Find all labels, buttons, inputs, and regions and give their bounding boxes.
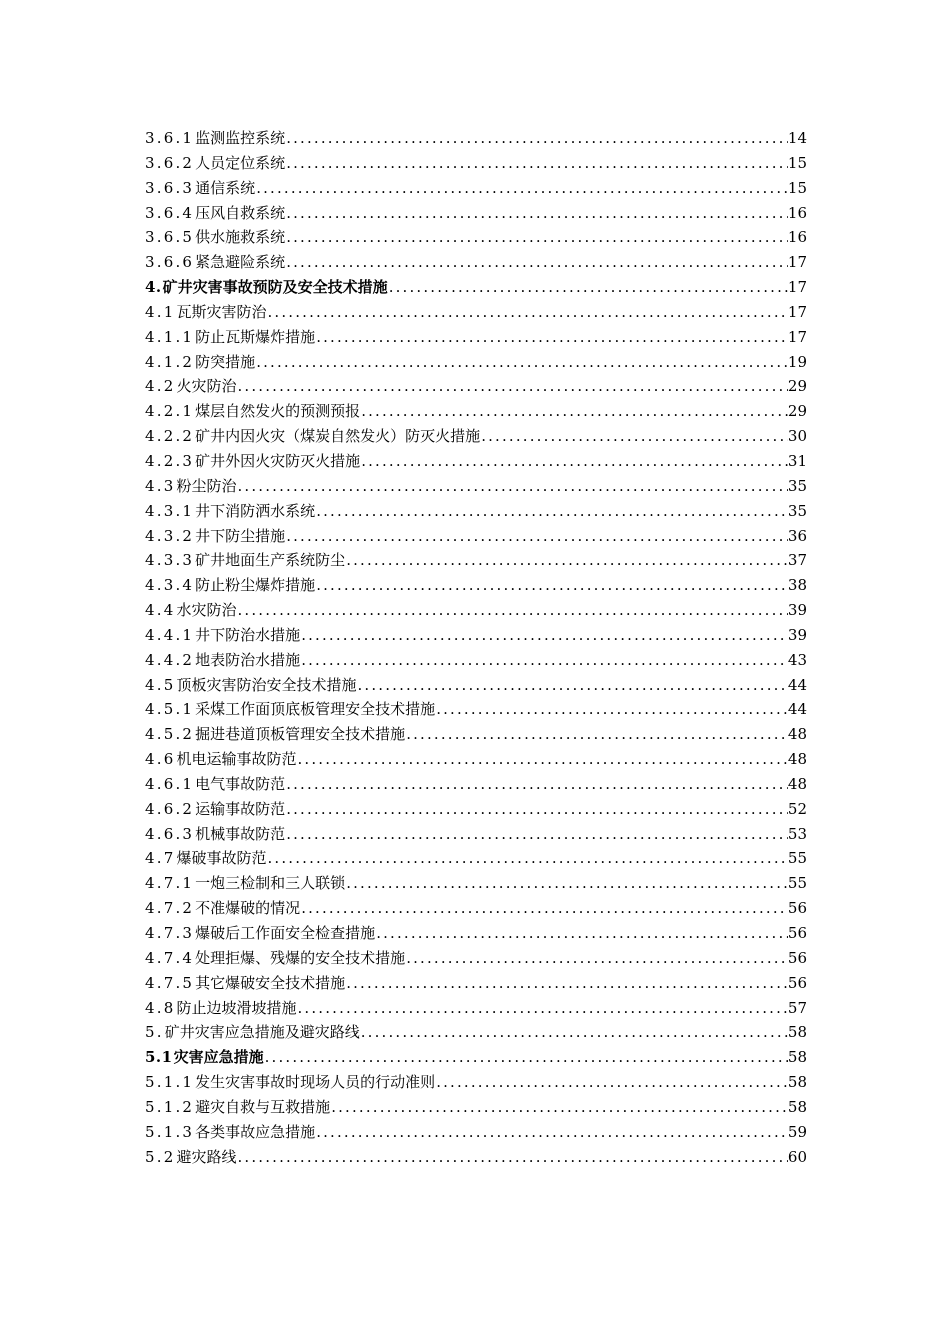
toc-entry-title: 井下消防洒水系统 [195, 501, 316, 520]
toc-entry-number: 5.1.2 [145, 1097, 195, 1116]
toc-entry[interactable] [145, 524, 807, 549]
toc-entry-page-number: 58 [787, 1023, 807, 1042]
toc-entry[interactable] [145, 201, 807, 226]
toc-dot-leader [255, 176, 788, 201]
toc-entry[interactable] [145, 151, 807, 176]
toc-entry-page-number: 58 [787, 1097, 807, 1116]
toc-entry-title: 矿井灾害应急措施及避灾路线 [164, 1023, 360, 1042]
toc-entry-page-number: 35 [787, 476, 807, 495]
toc-entry[interactable] [145, 374, 807, 399]
toc-dot-leader [285, 524, 788, 549]
toc-dot-leader [285, 772, 788, 797]
toc-entry-number: 3.6.1 [145, 129, 195, 147]
toc-entry-number: 4.1 [145, 302, 176, 321]
toc-dot-leader [360, 1020, 788, 1045]
toc-entry-number: 4.2 [145, 377, 176, 396]
toc-entry-number: 4.5.1 [145, 700, 195, 719]
toc-entry-page-number: 30 [787, 427, 807, 446]
toc-entry-title: 机电运输事故防范 [176, 750, 297, 769]
toc-entry-title: 矿井地面生产系统防尘 [195, 551, 346, 570]
toc-dot-leader [296, 996, 787, 1021]
toc-entry-title: 地表防治水措施 [195, 650, 301, 669]
table-of-contents [145, 126, 807, 1169]
toc-entry-title: 机械事故防范 [195, 824, 286, 843]
toc-entry-title: 防止边坡滑坡措施 [176, 998, 297, 1017]
toc-dot-leader [266, 846, 787, 871]
toc-entry-page-number: 17 [787, 253, 807, 272]
toc-entry-title: 井下防治水措施 [195, 625, 301, 644]
toc-entry[interactable] [145, 1045, 807, 1070]
toc-entry[interactable] [145, 424, 807, 449]
toc-entry-number: 5.2 [145, 1147, 176, 1166]
toc-entry-page-number: 17 [787, 278, 807, 297]
toc-entry-number: 5.1.3 [145, 1122, 195, 1141]
toc-entry-title: 运输事故防范 [195, 799, 286, 818]
toc-entry-page-number: 58 [787, 1048, 807, 1067]
toc-entry[interactable] [145, 822, 807, 847]
toc-entry-title: 电气事故防范 [195, 774, 286, 793]
toc-entry-page-number: 37 [787, 551, 807, 570]
toc-entry-number: 3.6.4 [145, 203, 195, 222]
toc-entry-page-number: 60 [787, 1147, 807, 1166]
toc-dot-leader [405, 946, 788, 971]
toc-entry-number: 4.1.1 [145, 327, 195, 346]
toc-dot-leader [300, 896, 788, 921]
toc-dot-leader [255, 350, 788, 375]
toc-entry-title: 掘进巷道顶板管理安全技术措施 [195, 725, 406, 744]
toc-entry-number: 4.8 [145, 998, 176, 1017]
toc-entry-number: 4.6.3 [145, 824, 195, 843]
toc-entry-page-number: 56 [787, 924, 807, 942]
toc-entry-number: 4.3.3 [145, 551, 195, 570]
toc-entry-number: 3.6.2 [145, 153, 195, 172]
toc-entry-page-number: 31 [787, 451, 807, 470]
toc-dot-leader [285, 822, 788, 847]
toc-entry-page-number: 16 [787, 228, 807, 247]
toc-dot-leader [360, 399, 788, 424]
toc-entry-title: 煤层自然发火的预测预报 [195, 402, 361, 421]
toc-entry-title: 各类事故应急措施 [195, 1122, 316, 1141]
toc-entry-title: 发生灾害事故时现场人员的行动准则 [195, 1073, 436, 1092]
toc-entry-page-number: 39 [787, 625, 807, 644]
toc-entry-number: 4.5.2 [145, 725, 195, 744]
toc-entry-number: 4.6.1 [145, 774, 195, 793]
toc-entry-title: 紧急避险系统 [195, 253, 286, 272]
toc-dot-leader [345, 548, 788, 573]
toc-entry-title: 爆破后工作面安全检查措施 [195, 924, 376, 942]
toc-entry-page-number: 14 [787, 129, 807, 147]
toc-entry[interactable] [145, 697, 807, 722]
toc-entry[interactable] [145, 598, 807, 623]
toc-entry[interactable] [145, 300, 807, 325]
toc-entry-page-number: 36 [787, 526, 807, 545]
toc-entry-page-number: 52 [787, 799, 807, 818]
toc-entry-number: 4.2.1 [145, 402, 195, 421]
toc-entry-title: 灾害应急措施 [173, 1048, 264, 1067]
toc-dot-leader [300, 648, 788, 673]
toc-entry-page-number: 44 [787, 700, 807, 719]
toc-dot-leader [264, 1045, 788, 1070]
toc-entry-page-number: 55 [787, 849, 807, 868]
toc-entry-number: 4.6.2 [145, 799, 195, 818]
toc-dot-leader [285, 126, 788, 151]
toc-entry[interactable] [145, 722, 807, 747]
toc-entry-title: 一炮三检制和三人联锁 [195, 874, 346, 893]
toc-entry-number: 4.7.2 [145, 899, 195, 918]
toc-entry-page-number: 19 [787, 352, 807, 371]
toc-dot-leader [435, 697, 788, 722]
toc-entry-title: 粉尘防治 [176, 476, 237, 495]
toc-entry-page-number: 17 [787, 327, 807, 346]
toc-entry[interactable] [145, 871, 807, 896]
toc-entry-page-number: 29 [787, 377, 807, 396]
toc-entry-page-number: 48 [787, 725, 807, 744]
toc-entry[interactable] [145, 548, 807, 573]
toc-dot-leader [315, 573, 788, 598]
toc-entry-page-number: 35 [787, 501, 807, 520]
toc-entry-number: 4.6 [145, 750, 176, 769]
toc-entry-title: 水灾防治 [176, 601, 237, 620]
toc-entry-title: 处理拒爆、残爆的安全技术措施 [195, 948, 406, 967]
toc-entry[interactable] [145, 623, 807, 648]
toc-entry[interactable] [145, 225, 807, 250]
toc-entry-title: 井下防尘措施 [195, 526, 286, 545]
toc-entry-page-number: 16 [787, 203, 807, 222]
toc-dot-leader [236, 598, 787, 623]
toc-entry[interactable] [145, 1020, 807, 1045]
toc-entry-number: 4.2.3 [145, 451, 195, 470]
toc-entry[interactable] [145, 896, 807, 921]
toc-entry-number: 3.6.6 [145, 253, 195, 272]
toc-entry-page-number: 43 [787, 650, 807, 669]
toc-entry-title: 通信系统 [195, 178, 256, 197]
toc-dot-leader [356, 673, 787, 698]
toc-entry-title: 不准爆破的情况 [195, 899, 301, 918]
toc-entry[interactable] [145, 399, 807, 424]
toc-entry[interactable] [145, 449, 807, 474]
toc-entry-title: 其它爆破安全技术措施 [195, 973, 346, 992]
toc-entry[interactable] [145, 673, 807, 698]
toc-entry-page-number: 17 [787, 302, 807, 321]
toc-dot-leader [388, 275, 788, 300]
toc-dot-leader [285, 225, 788, 250]
toc-entry-number: 3.6.5 [145, 228, 195, 247]
toc-dot-leader [236, 474, 787, 499]
toc-entry[interactable] [145, 996, 807, 1021]
toc-entry-title: 采煤工作面顶底板管理安全技术措施 [195, 700, 436, 719]
toc-entry-number: 4. [145, 278, 162, 297]
toc-entry-title: 顶板灾害防治安全技术措施 [176, 675, 357, 694]
toc-entry-number: 4.7.1 [145, 874, 195, 893]
toc-entry-number: 4.3.4 [145, 576, 195, 595]
toc-entry-title: 避灾路线 [176, 1147, 237, 1166]
toc-entry-title: 矿井外因火灾防灭火措施 [195, 451, 361, 470]
toc-dot-leader [345, 871, 788, 896]
toc-dot-leader [236, 374, 787, 399]
toc-entry-title: 压风自救系统 [195, 203, 286, 222]
toc-entry-title: 防止粉尘爆炸措施 [195, 576, 316, 595]
toc-entry-title: 矿井内因火灾（煤炭自然发火）防灭火措施 [195, 427, 481, 446]
toc-entry[interactable] [145, 1070, 807, 1095]
toc-entry-number: 4.7.5 [145, 973, 195, 992]
toc-dot-leader [315, 325, 788, 350]
toc-entry[interactable] [145, 747, 807, 772]
toc-entry-number: 5.1.1 [145, 1073, 195, 1092]
toc-entry-title: 防突措施 [195, 352, 256, 371]
toc-entry[interactable] [145, 946, 807, 971]
toc-entry-number: 4.7.4 [145, 948, 195, 967]
toc-dot-leader [405, 722, 788, 747]
toc-dot-leader [315, 1120, 788, 1145]
toc-entry-number: 5. [145, 1023, 164, 1042]
toc-entry-number: 4.7 [145, 849, 176, 868]
toc-entry-number: 3.6.3 [145, 178, 195, 197]
toc-dot-leader [296, 747, 787, 772]
toc-entry[interactable] [145, 275, 807, 300]
toc-entry-page-number: 39 [787, 601, 807, 620]
toc-dot-leader [266, 300, 787, 325]
toc-entry[interactable] [145, 971, 807, 996]
toc-entry[interactable] [145, 1095, 807, 1120]
toc-entry-page-number: 56 [787, 973, 807, 992]
toc-entry-page-number: 57 [787, 998, 807, 1017]
toc-entry[interactable] [145, 350, 807, 375]
toc-entry[interactable] [145, 1120, 807, 1145]
toc-dot-leader [435, 1070, 788, 1095]
toc-entry-page-number: 29 [787, 402, 807, 421]
toc-entry-page-number: 55 [787, 874, 807, 893]
toc-entry[interactable] [145, 797, 807, 822]
toc-entry[interactable] [145, 499, 807, 524]
toc-dot-leader [236, 1145, 787, 1170]
toc-entry-title: 矿井灾害事故预防及安全技术措施 [162, 278, 388, 297]
toc-entry-title: 瓦斯灾害防治 [176, 302, 267, 321]
toc-entry[interactable] [145, 846, 807, 871]
toc-entry-number: 4.7.3 [145, 924, 195, 942]
toc-dot-leader [330, 1095, 788, 1120]
toc-entry-number: 5.1 [145, 1048, 173, 1067]
toc-entry-number: 4.4.1 [145, 625, 195, 644]
toc-entry-number: 4.3 [145, 476, 176, 495]
toc-entry-number: 4.4.2 [145, 650, 195, 669]
toc-entry[interactable] [145, 921, 807, 946]
toc-dot-leader [315, 499, 788, 524]
toc-dot-leader [360, 449, 788, 474]
toc-entry-page-number: 59 [787, 1122, 807, 1141]
toc-entry[interactable] [145, 126, 807, 151]
toc-entry[interactable] [145, 250, 807, 275]
toc-entry-title: 人员定位系统 [195, 153, 286, 172]
toc-dot-leader [285, 797, 788, 822]
toc-entry-number: 4.4 [145, 601, 176, 620]
toc-entry-title: 避灾自救与互救措施 [195, 1097, 331, 1116]
toc-dot-leader [285, 151, 788, 176]
toc-entry[interactable] [145, 648, 807, 673]
toc-entry-page-number: 15 [787, 178, 807, 197]
toc-dot-leader [345, 971, 788, 996]
toc-dot-leader [285, 250, 788, 275]
toc-entry[interactable] [145, 176, 807, 201]
toc-dot-leader [375, 921, 788, 946]
toc-entry-title: 防止瓦斯爆炸措施 [195, 327, 316, 346]
toc-entry-page-number: 48 [787, 774, 807, 793]
toc-entry[interactable] [145, 474, 807, 499]
toc-entry-title: 供水施救系统 [195, 228, 286, 247]
toc-dot-leader [300, 623, 788, 648]
toc-entry-page-number: 56 [787, 899, 807, 918]
toc-entry-page-number: 44 [787, 675, 807, 694]
toc-entry-page-number: 48 [787, 750, 807, 769]
toc-entry-title: 监测监控系统 [195, 129, 286, 147]
toc-entry-page-number: 15 [787, 153, 807, 172]
toc-entry-page-number: 58 [787, 1073, 807, 1092]
toc-entry-number: 4.3.1 [145, 501, 195, 520]
toc-dot-leader [480, 424, 788, 449]
toc-entry-number: 4.2.2 [145, 427, 195, 446]
toc-entry-number: 4.5 [145, 675, 176, 694]
toc-entry-title: 火灾防治 [176, 377, 237, 396]
toc-entry-number: 4.1.2 [145, 352, 195, 371]
toc-dot-leader [285, 201, 788, 226]
toc-entry-page-number: 56 [787, 948, 807, 967]
toc-entry-page-number: 53 [787, 824, 807, 843]
toc-entry-title: 爆破事故防范 [176, 849, 267, 868]
toc-entry[interactable] [145, 325, 807, 350]
toc-entry[interactable] [145, 1145, 807, 1170]
toc-entry-page-number: 38 [787, 576, 807, 595]
toc-entry-number: 4.3.2 [145, 526, 195, 545]
toc-entry[interactable] [145, 573, 807, 598]
toc-entry[interactable] [145, 772, 807, 797]
